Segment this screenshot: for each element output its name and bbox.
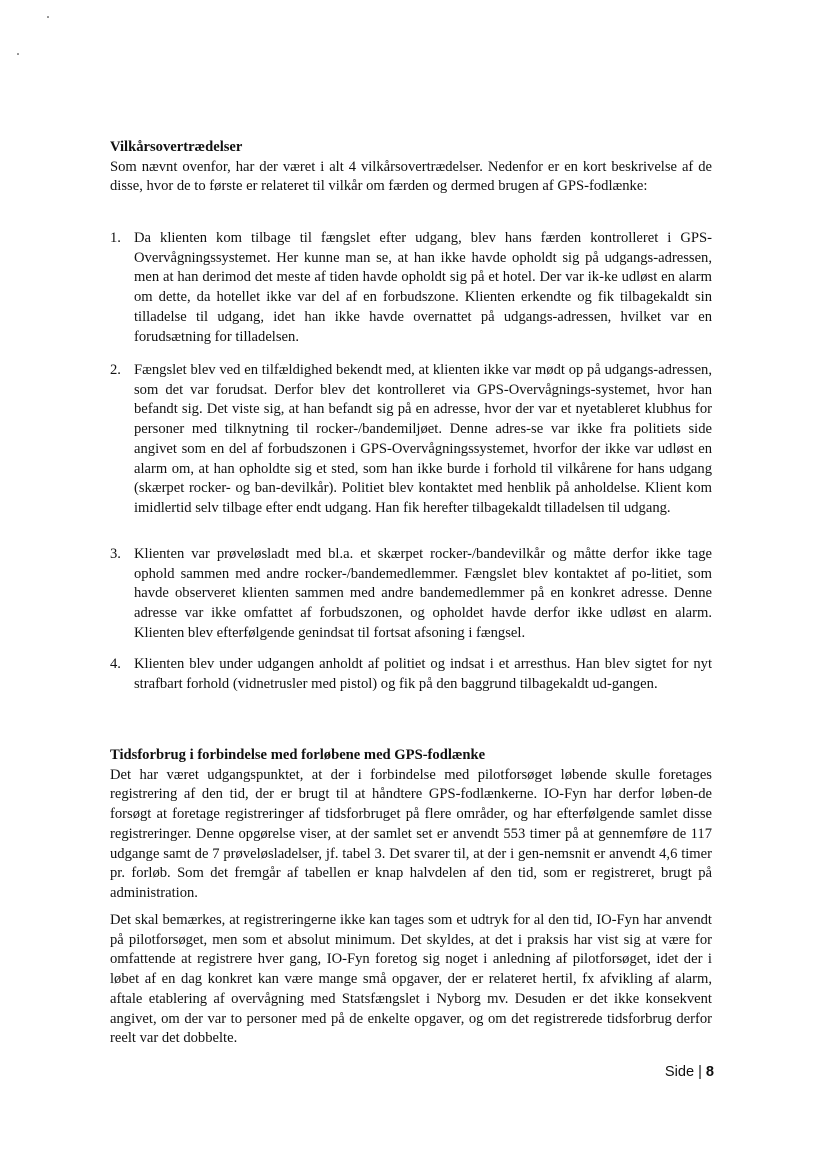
page-footer xyxy=(665,1064,714,1080)
list-item-text: Da klienten kom tilbage til fængslet efter udgang, blev hans færden kontrolleret i GPS-Overvågningssystemet. Her kunne man se, at han ikke havde opholdt sig på udgangs-adressen, men at han derimod det meste af tiden havde opholdt sig på et hotel. Der var ik-ke udløst en alarm om dette, da hotellet ikke var del af en forbudszone. Klienten erkendte og fik tilbagekaldt sin tilladelse til udgang, idet han ikke havde overnattet på udgangs-adressen, hvilket var en forudsætning for tilladelsen. xyxy=(134,230,712,345)
section-intro: Som nævnt ovenfor, har der været i alt 4 vilkårsovertrædelser. Nedenfor er en kort beskrivelse af de disse, hvor de to første er relateret til vilkår om færden og dermed brugen af GPS-fodlænke: xyxy=(110,158,712,195)
section-vilkarsovertraedelser xyxy=(110,138,712,197)
paragraph: Det skal bemærkes, at registreringerne ikke kan tages som et udtryk for al den tid, IO-Fyn har anvendt på pilotforsøget, men som et absolut minimum. Det skyldes, at det i praksis har vist sig at være for omfattende at registrere hver gang, IO-Fyn foretog sig noget i anledning af pilotforsøget, idet der i løbet af en dag konkret kan være mange små opgaver, der er relateret hertil, fx afvikling af alarm, aftale etablering af overvågning med Statsfængslet i Nyborg mv. Desuden er det ikke konsekvent angivet, om der var to personer med på de enkelte opgaver, og om det registrerede tidsforbrug derfor reelt var det dobbelte. xyxy=(110,912,712,1047)
list-item xyxy=(110,545,712,644)
list-item-number: 1. xyxy=(110,230,121,246)
section-tidsforbrug xyxy=(110,746,712,904)
scan-speck xyxy=(47,16,49,18)
paragraph-block xyxy=(110,911,712,1049)
list-item-number: 2. xyxy=(110,362,121,378)
section-heading: Tidsforbrug i forbindelse med forløbene med GPS-fodlænke xyxy=(110,747,486,763)
footer-label: Side xyxy=(664,1064,695,1080)
list-item-text: Fængslet blev ved en tilfældighed bekendt med, at klienten ikke var mødt op på udgangs-adressen, som det var forudsat. Derfor blev det kontrolleret via GPS-Overvågnings-systemet, hvor han befandt sig. Det viste sig, at han befandt sig på en adresse, hvor der var et nyetableret klubhus for personer med tilknytning til rocker-/bandemiljøet. Denne adres-se var ikke fra politiets side angivet som en del af forbudszonen i GPS-Overvågningssystemet, hvorfor der ikke var udløst en alarm om, at han opholdte sig et sted, som han ikke burde i forhold til vilkårene for hans udgang (skærpet rocker- og ban-devilkår). Politiet blev kontaktet med henblik på anholdelse. Klient kom imidlertid selv tilbage efter endt udgang. Han fik herefter tilbagekaldt tilladelsen til udgang. xyxy=(134,362,712,516)
page-number: 8 xyxy=(705,1064,714,1080)
list-item-number: 4. xyxy=(110,656,121,672)
list-item-text: Klienten blev under udgangen anholdt af politiet og indsat i et arresthus. Han blev sigtet for nyt strafbart forhold (vidnetrusler med pistol) og fik på den baggrund tilbagekaldt ud-gangen. xyxy=(134,656,712,692)
list-item xyxy=(110,229,712,347)
paragraph: Det har været udgangspunktet, at der i forbindelse med pilotforsøget løbende skulle foretages registrering af den tid, der er brugt til at håndtere GPS-fodlænkerne. IO-Fyn har derfor løben-de forsøgt at foretage registreringer af tidsforbruget på flere områder, og har efterfølgende samlet disse registreringer. Denne opgørelse viser, at der samlet set er anvendt 553 timer på at gennemføre de 117 udgange samt de 7 prøveløsladelser, jf. tabel 3. Det svarer til, at der i gen-nemsnit er anvendt 4,6 timer pr. forløb. Som det fremgår af tabellen er knap halvdelen af den tid, som er registreret, brugt på administration. xyxy=(110,766,712,901)
list-item xyxy=(110,361,712,519)
scan-speck xyxy=(17,53,19,55)
section-heading: Vilkårsovertrædelser xyxy=(110,139,243,155)
list-item-text: Klienten var prøveløsladt med bl.a. et skærpet rocker-/bandevilkår og måtte derfor ikke tage ophold sammen med andre rocker-/bandemedlemmer. Fængslet blev kontaktet af po-litiet, som havde observeret klienten sammen med andre bandemedlemmer på en konkret adresse. Denne adresse var ikke omfattet af forbudszonen, og opholdet havde derfor ikke udløst en alarm. Klienten blev efterfølgende genindsat til fortsat afsoning i fængsel. xyxy=(134,546,712,641)
list-item xyxy=(110,655,712,694)
footer-separator: | xyxy=(698,1064,702,1080)
list-item-number: 3. xyxy=(110,546,121,562)
